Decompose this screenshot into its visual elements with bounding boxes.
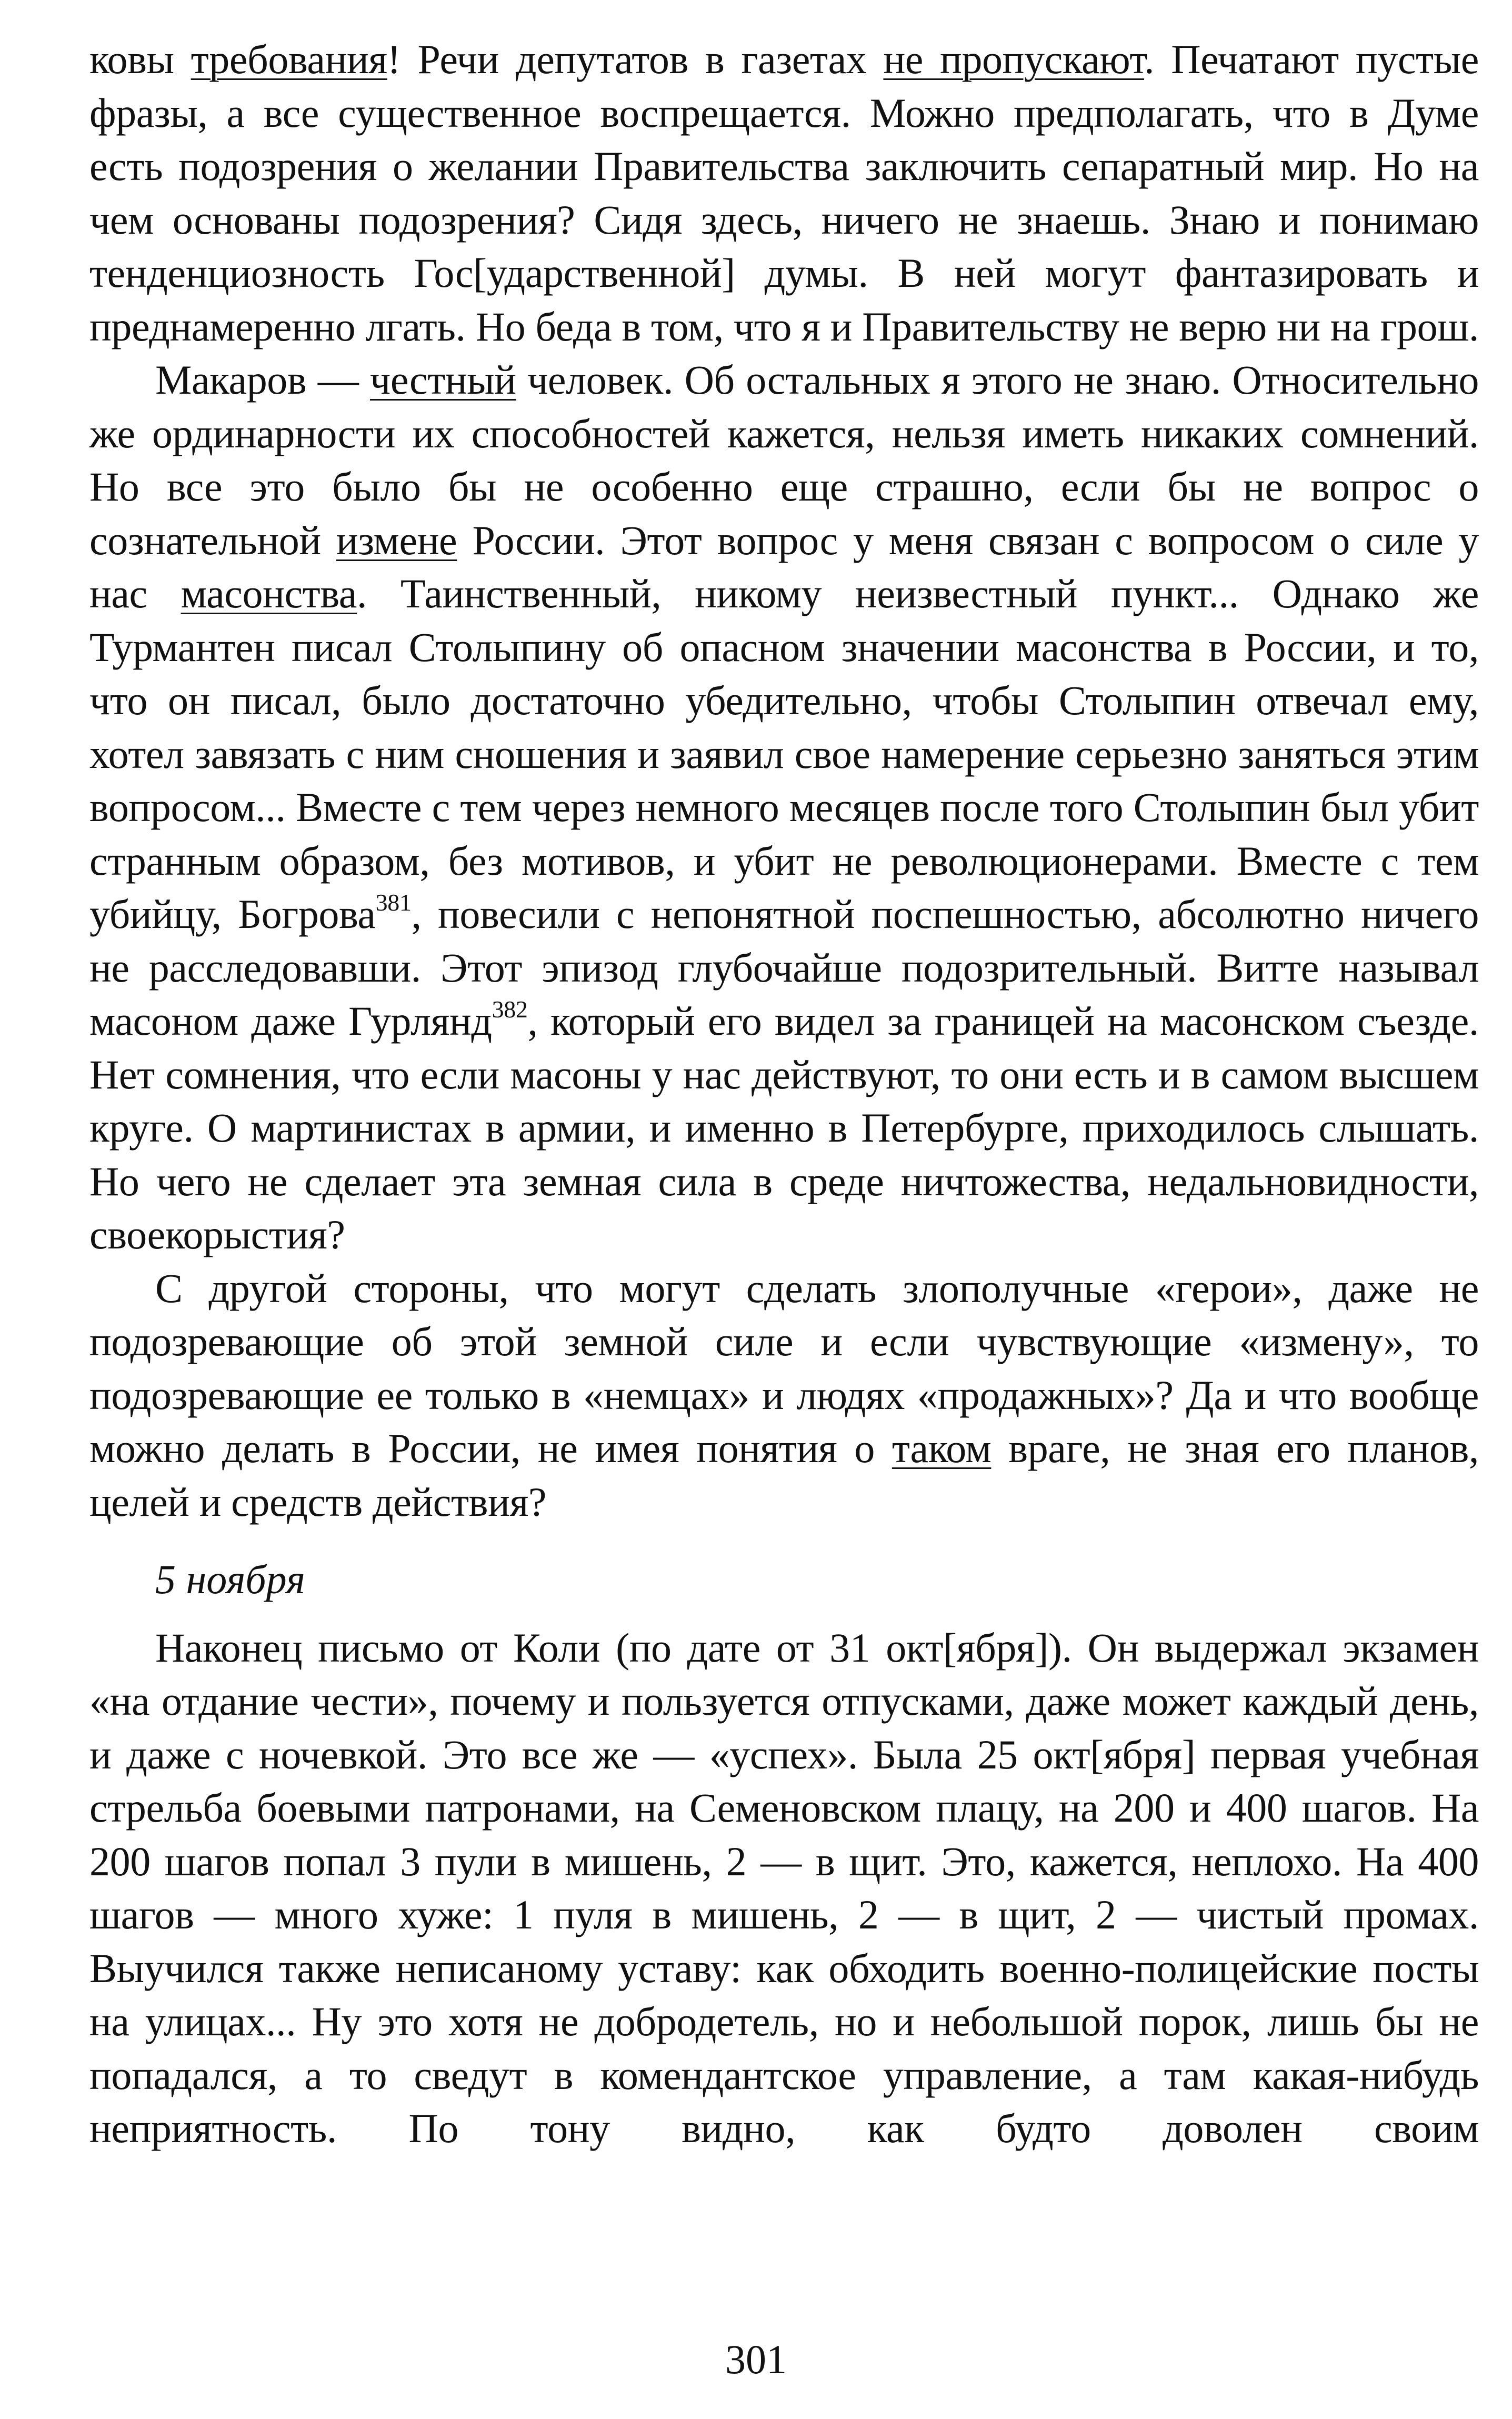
underlined-text: измене [336, 517, 457, 563]
underlined-text: не пропускают [883, 36, 1145, 82]
underlined-text: масонства [181, 571, 357, 616]
underlined-text: требования [191, 36, 387, 82]
text-run: , повесили с непонятной поспешностью, абсолютно ничего не расследовавши. Этот эпизод глубочайше подозрительный. Витте называл масоном даже Гурлянд [89, 891, 1479, 1044]
text-run: Макаров — [155, 357, 370, 403]
paragraph-continued [89, 33, 1479, 353]
text-run: человек. Об остальных я этого не знаю. Относительно же ординарности их способностей кажется, нельзя иметь никаких сомнений. Но все это было бы не особенно еще страшно, если бы не вопрос о сознательной [89, 357, 1479, 563]
underlined-text: таком [892, 1425, 992, 1471]
text-run: С другой стороны, что могут сделать злополучные «герои», даже не подозревающие об этой земной силе и если чувствующие «измену», то подозревающие ее только в «немцах» и людях «продажных»? Да и что вообще можно делать в России, не имея понятия о [89, 1265, 1479, 1471]
footnote-ref-382: 382 [492, 996, 528, 1023]
text-run: враге, не зная его планов, целей и средств действия? [89, 1425, 1479, 1525]
page-number: 301 [725, 2336, 787, 2382]
text-run: России. Этот вопрос у меня связан с вопросом о силе у нас [89, 517, 1479, 616]
text-run: , который его видел за границей на масонском съезде. Нет сомнения, что если масоны у нас действуют, то они есть и в самом высшем круге. О мартинистах в армии, и именно в Петербурге, приходилось слышать. Но чего не сделает эта земная сила в среде ничтожества, недальновидности, своекорыстия? [89, 998, 1479, 1257]
text-run: Наконец письмо от Коли (по дате от 31 окт[ября]). Он выдержал экзамен «на отдание чести», почему и пользуется отпусками, даже может каждый день, и даже с ночевкой. Это все же — «успех». Была 25 окт[ября] первая учебная стрельба боевыми патронами, на Семеновском плацу, на 200 и 400 шагов. На 200 шагов попал 3 пули в мишень, 2 — в щит. Это, кажется, неплохо. На 400 шагов — много хуже: 1 пуля в мишень, 2 — в щит, 2 — чистый промах. Выучился также неписаному уставу: как обходить военно-полицейские посты на улицах... Ну это хотя не добродетель, но и небольшой порок, лишь бы не попадался, а то сведут в комендантское управление, а там какая-нибудь неприятность. По тону видно, как будто доволен своим [89, 1624, 1479, 2151]
paragraph-makarov [89, 353, 1479, 1262]
footnote-ref-381: 381 [375, 889, 412, 916]
paragraph-other-side [89, 1262, 1479, 1529]
text-run: . Таинственный, никому неизвестный пункт... Однако же Турмантен писал Столыпину об опасном значении масонства в России, и то, что он писал, было достаточно убедительно, чтобы Столыпин отвечал ему, хотел завязать с ним сношения и заявил свое намерение серьезно заняться этим вопросом... Вместе с тем через немного месяцев после того Столыпин был убит странным образом, без мотивов, и убит не революционерами. Вместе с тем убийцу, Богрова [89, 571, 1479, 937]
diary-date-heading: 5 ноября [155, 1556, 305, 1602]
paragraph-letter-from-kolya [89, 1621, 1479, 2155]
underlined-text: честный [369, 357, 516, 403]
page-body [89, 33, 1479, 2155]
text-run: . Печатают пустые фразы, а все существенное воспрещается. Можно предполагать, что в Думе есть подозрения о желании Правительства заключить сепаратный мир. Но на чем основаны подозрения? Сидя здесь, ничего не знаешь. Знаю и понимаю тенденциозность Гос[ударственной] думы. В ней могут фантазировать и преднамеренно лгать. Но беда в том, что я и Правительству не верю ни на грош. [89, 36, 1479, 349]
text-run: ковы [89, 36, 191, 82]
text-run: ! Речи депутатов в газетах [387, 36, 884, 82]
